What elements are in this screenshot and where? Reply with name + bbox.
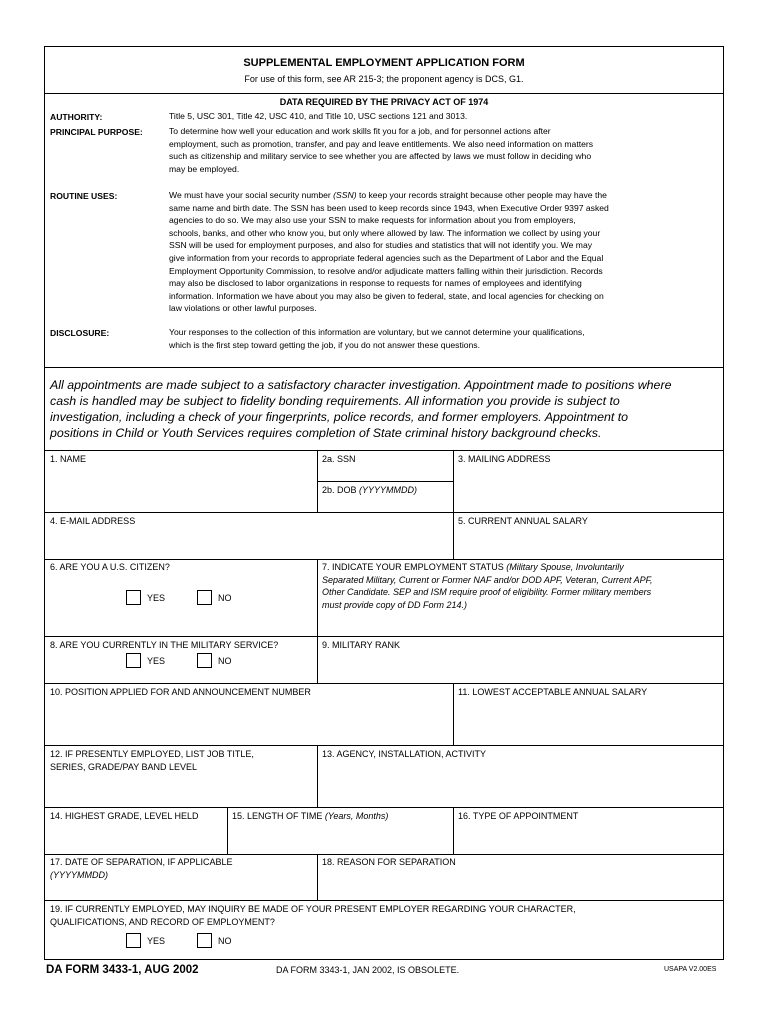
field-mailing-address[interactable]: 3. MAILING ADDRESS (458, 454, 551, 464)
military-yes-checkbox[interactable] (126, 653, 141, 668)
field-employment-status[interactable]: 7. INDICATE YOUR EMPLOYMENT STATUS (Military Spouse, Involuntarily Separated Military, Current or Former NAF and/or DOD APF, Veteran, Current APF, Other Candidate. SEP and ISM require proof of eligibility. Former military members must provide copy of DD Form 214.) (322, 562, 653, 610)
divider (45, 93, 723, 94)
inquiry-options: YES NO (126, 933, 232, 948)
field-email[interactable]: 4. E-MAIL ADDRESS (50, 516, 136, 526)
routine-text: We must have your social security number (SSN) to keep your records straight because other people may have the same name and birth date. The SSN has been used to keep records since 1943, when Executive Order 9397 asked agencies to do so. We may also use your SSN to make requests for information about you from employers, schools, banks, and other who know you, but only where allowed by law. The information we collect by using your SSN will be used for employment purposes, and also for studies and statistics that will not identify you. We may give information from your records to appropriate federal agencies such as the Department of Labor and the Equal Employment Opportunity Commission, to resolve and/or adjudicate matters falling within their jurisdiction. Records may also be disclosed to labor organizations in response to requests for names of employees and identifying information. Information we have about you may also be given to federal, state, and local agencies for checking on law violations or other lawful purposes. (169, 190, 609, 314)
field-military-label: 8. ARE YOU CURRENTLY IN THE MILITARY SERVICE? (50, 640, 279, 650)
field-job-title[interactable]: 12. IF PRESENTLY EMPLOYED, LIST JOB TITLE, SERIES, GRADE/PAY BAND LEVEL (50, 749, 254, 772)
field-inquiry-label: 19. IF CURRENTLY EMPLOYED, MAY INQUIRY BE MADE OF YOUR PRESENT EMPLOYER REGARDING YOUR CHARACTER, QUALIFICATIONS, AND RECORD OF EMPLOYMENT? (50, 904, 576, 927)
field-type-of-appointment[interactable]: 16. TYPE OF APPOINTMENT (458, 811, 579, 821)
authority-text: Title 5, USC 301, Title 42, USC 410, and Title 10, USC sections 121 and 3013. (169, 111, 468, 121)
divider (45, 367, 723, 368)
authority-label: AUTHORITY: (50, 112, 103, 122)
purpose-label: PRINCIPAL PURPOSE: (50, 127, 143, 137)
citizen-no-checkbox[interactable] (197, 590, 212, 605)
military-options: YES NO (126, 653, 232, 668)
field-lowest-salary[interactable]: 11. LOWEST ACCEPTABLE ANNUAL SALARY (458, 687, 648, 697)
citizen-options: YES NO (126, 590, 232, 605)
form-subtitle: For use of this form, see AR 215-3; the proponent agency is DCS, G1. (244, 74, 524, 84)
field-current-salary[interactable]: 5. CURRENT ANNUAL SALARY (458, 516, 588, 526)
field-date-of-separation[interactable]: 17. DATE OF SEPARATION, IF APPLICABLE (YYYYMMDD) (50, 857, 233, 880)
intro-text: All appointments are made subject to a satisfactory character investigation. Appointment made to positions where cash is handled may be subject to fidelity bonding requirements. All information you provide is subject to investigation, including a check of your fingerprints, police records, and former employers. Appointment to positions in Child or Youth Services requires completion of State criminal history background checks. (50, 378, 672, 440)
purpose-text: To determine how well your education and work skills fit you for a job, and for personnel actions after employment, such as promotion, transfer, and pay and leave entitlements. We also need information on matters such as citizenship and military service to see whether you are affected by laws we must follow in deciding who may be employed. (169, 126, 594, 174)
version-label: USAPA V2.00ES (664, 966, 717, 973)
field-military-rank[interactable]: 9. MILITARY RANK (322, 640, 401, 650)
obsolete-note: DA FORM 3343-1, JAN 2002, IS OBSOLETE. (276, 965, 460, 975)
citizen-yes-checkbox[interactable] (126, 590, 141, 605)
field-ssn[interactable]: 2a. SSN (322, 454, 356, 464)
field-length-of-time[interactable]: 15. LENGTH OF TIME (Years, Months) (232, 811, 389, 821)
form-number: DA FORM 3433-1, AUG 2002 (46, 964, 199, 976)
inquiry-no-checkbox[interactable] (197, 933, 212, 948)
field-citizen-label: 6. ARE YOU A U.S. CITIZEN? (50, 562, 170, 572)
field-dob[interactable]: 2b. DOB (YYYYMMDD) (322, 485, 418, 495)
field-highest-grade[interactable]: 14. HIGHEST GRADE, LEVEL HELD (50, 811, 199, 821)
form-title: SUPPLEMENTAL EMPLOYMENT APPLICATION FORM (243, 57, 525, 69)
field-name[interactable]: 1. NAME (50, 454, 87, 464)
disclosure-label: DISCLOSURE: (50, 328, 110, 338)
field-position-applied[interactable]: 10. POSITION APPLIED FOR AND ANNOUNCEMENT NUMBER (50, 687, 311, 697)
inquiry-yes-checkbox[interactable] (126, 933, 141, 948)
field-agency[interactable]: 13. AGENCY, INSTALLATION, ACTIVITY (322, 749, 487, 759)
privacy-heading: DATA REQUIRED BY THE PRIVACY ACT OF 1974 (279, 97, 489, 107)
field-reason-for-separation[interactable]: 18. REASON FOR SEPARATION (322, 857, 456, 867)
military-no-checkbox[interactable] (197, 653, 212, 668)
routine-label: ROUTINE USES: (50, 191, 118, 201)
disclosure-text: Your responses to the collection of this information are voluntary, but we cannot determine your qualifications, which is the first step toward getting the job, if you do not answer these questions. (169, 327, 585, 350)
form-frame (44, 46, 724, 960)
